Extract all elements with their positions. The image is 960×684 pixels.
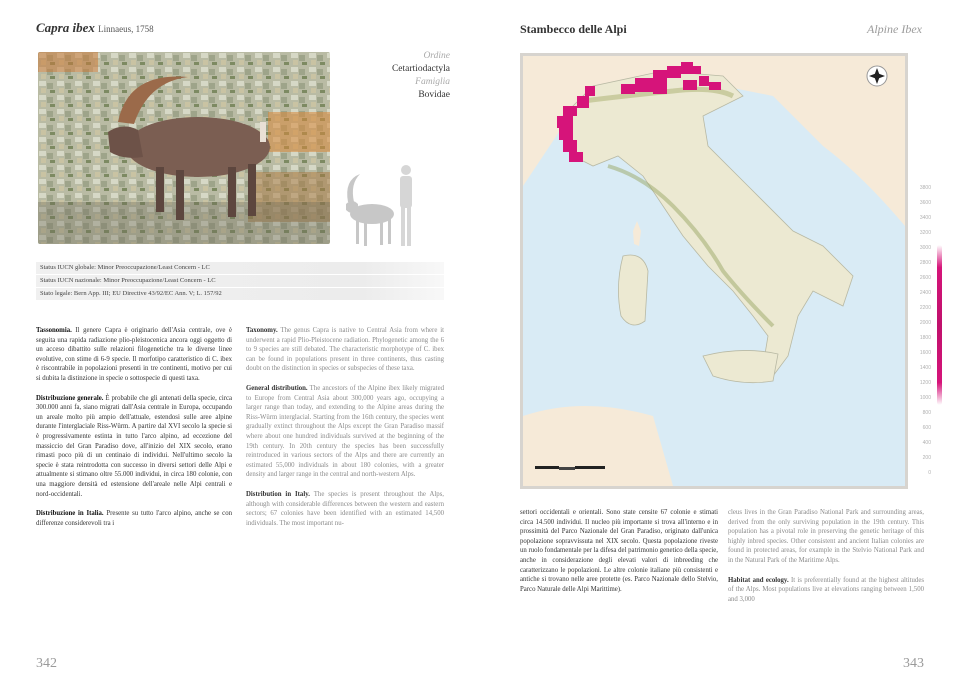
english-text-column-right	[728, 508, 924, 648]
taxonomy-order-value: Cetartiodactyla	[391, 64, 450, 74]
heading-italy-it: Distribuzione in Italia.	[36, 510, 104, 518]
paragraph-habitat-en	[728, 576, 924, 605]
status-iucn-national: Status IUCN nazionale: Minor Preoccupazione/Least Concern - LC	[36, 275, 444, 287]
legend-label: 3000	[919, 245, 931, 251]
legend-label: 3400	[919, 215, 931, 221]
species-title	[36, 20, 154, 36]
heading-distribution-en: General distribution.	[246, 384, 308, 392]
paragraph-italy-en	[246, 490, 444, 528]
legend-label: 3800	[919, 185, 931, 191]
paragraph-italy-cont-en	[728, 508, 924, 566]
legend-label: 2800	[919, 260, 931, 266]
heading-distribution-it: Distribuzione generale.	[36, 394, 104, 402]
heading-italy-en: Distribution in Italy.	[246, 490, 310, 498]
legend-label: 1200	[919, 380, 931, 386]
legend-label: 600	[922, 425, 931, 431]
taxonomy-block	[392, 50, 450, 102]
legend-label: 0	[928, 470, 931, 476]
paragraph-taxonomy-en	[246, 326, 444, 374]
legend-label: 800	[922, 410, 931, 416]
italian-text-column	[36, 326, 232, 648]
map-subtitle: Alpine Ibex	[867, 22, 922, 36]
legend-label: 2600	[919, 275, 931, 281]
page-number-left: 342	[36, 656, 57, 671]
text-italy-it: Presente su tutto l'arco alpino, anche se con differenze considerevoli tra i	[36, 510, 232, 527]
legend-label: 2400	[919, 290, 931, 296]
heading-taxonomy-en: Taxonomy.	[246, 327, 278, 334]
english-text-column	[246, 326, 444, 648]
map-title: Stambecco delle Alpi	[520, 22, 627, 36]
text-taxonomy-en: The genus Capra is native to Central Asia from where it underwent a rapid Plio-Pleistocene radiation. Phylogenetic among the 6 to 9 species are still debated. The characteristic morphotype of C. ibex can be found in populations present in three continents, thus casting doubt on the distinction in species or subspecies of these taxa.	[246, 327, 444, 373]
taxonomy-family-label: Famiglia	[415, 77, 450, 87]
legend-label: 1000	[919, 395, 931, 401]
legend-label: 1800	[919, 335, 931, 341]
species-author: Linnaeus, 1758	[98, 24, 154, 34]
legend-label: 1400	[919, 365, 931, 371]
paragraph-taxonomy-it	[36, 326, 232, 384]
legend-label: 2200	[919, 305, 931, 311]
text-distribution-it: È probabile che gli antenati della specie, circa 300.000 anni fa, siano migrati dall'Asia centrale in Europa, occupando un areale molto più ampio dell'attuale, estendosi sulle aree alpine durante l'interglaciale Riss-Würm. A partire dal XVI secolo la specie si è progressivamente estinta in tutto l'arco alpino, ad eccezione del massiccio del Gran Paradiso dove, all'inizio del XIX secolo, erano rimasti poco più di un centinaio di individui. Nell'ultimo secolo la specie è stata reintrodotta con successo in diversi settori delle Alpi e attualmente si stimano oltre 55.000 individui, in circa 180 colonie, con una maggiore densità ed estensione dell'areale nelle Alpi centrali e nord-occidentali.	[36, 394, 232, 498]
legend-range-bar	[937, 245, 942, 405]
taxonomy-family-value: Bovidae	[418, 90, 450, 100]
right-page	[480, 0, 960, 684]
species-scientific-name: Capra ibex	[36, 20, 95, 35]
elevation-legend	[905, 185, 945, 485]
distribution-map	[520, 53, 908, 489]
legend-label: 1600	[919, 350, 931, 356]
legend-label: 3600	[919, 200, 931, 206]
paragraph-italy-cont-it	[520, 508, 718, 594]
paragraph-distribution-it	[36, 394, 232, 500]
status-legal: Stato legale: Bern App. III; EU Directive 43/92/EC Ann. V; L. 157/92	[36, 288, 444, 300]
ibex-photo	[38, 52, 330, 244]
italian-text-column-right	[520, 508, 718, 648]
text-taxonomy-it: Il genere Capra è originario dell'Asia centrale, ove è seguita una rapida radiazione plio-pleistocenica ancora oggi oggetto di un acceso dibattito sulle relazioni filogenetiche tra le diverse linee evolutive, con stime di 6-9 specie. Il morfotipo caratteristico di C. ibex è riscontrabile in popolazioni presenti in tre continenti, motivo per cui si dubita la distinzione in specie o sottospecie di questi taxa.	[36, 327, 232, 382]
heading-taxonomy-it: Tassonomia.	[36, 327, 72, 334]
paragraph-italy-it	[36, 509, 232, 528]
heading-habitat-en: Habitat and ecology.	[728, 576, 789, 584]
text-italy-en: The species is present throughout the Alps, although with considerable differences between the western and eastern sectors; 67 colonies have been identified with an estimated 14,500 individuals. The most important nu-	[246, 490, 444, 527]
text-italy-cont-it: settori occidentali e orientali. Sono state censite 67 colonie e stimati circa 14.500 individui. Il nucleo più importante si trova all'interno e in prossimità del Parco Nazionale del Gran Paradiso, originato dall'unica popolazione sopravvissuta nel XIX secolo. Questa popolazione riveste un ruolo fondamentale per la difesa del patrimonio genetico della specie, anche in considerazione degli elevati valori di inbreeding che caratterizzano le popolazioni. Le altre colonie italiane più consistenti e antiche si trovano nelle aree protette (es. Parco Nazionale dello Stelvio, Parco Naturale delle Alpi Marittime).	[520, 509, 718, 593]
legend-label: 3200	[919, 230, 931, 236]
legend-label: 400	[922, 440, 931, 446]
legend-label: 2000	[919, 320, 931, 326]
text-habitat-en: It is preferentially found at the highest altitudes of the Alps. Most populations live at elevations ranging between 1,500 and 3,000	[728, 576, 924, 603]
text-italy-cont-en: cleus lives in the Gran Paradiso National Park and surrounding areas, derived from the only surviving population in the 19th century. This population has a pivotal role in preserving the genetic heritage of this highly inbred species. Other consistent and ancient Italian colonies are found in protected areas, for example in the Stelvio National Park and in the Natural Park of the Maritime Alps.	[728, 509, 924, 564]
conservation-status-table	[36, 262, 444, 301]
size-comparison-silhouette-icon	[338, 162, 418, 248]
paragraph-distribution-en	[246, 384, 444, 480]
taxonomy-order-label: Ordine	[423, 51, 450, 61]
legend-label: 200	[922, 455, 931, 461]
page-number-right: 343	[903, 656, 924, 671]
status-iucn-global: Status IUCN globale: Minor Preoccupazione/Least Concern - LC	[36, 262, 444, 274]
text-distribution-en: The ancestors of the Alpine ibex likely migrated to Europe from Central Asia about 300,000 years ago, occupying a larger range than today, and extending to the Alpine areas during the Riss-Würm interglacial. Starting from the 16th century, the species went gradually extinct throughout the Alps except the Gran Paradiso massif where about one hundred individuals survived at the beginning of the 19th century. In 20th century the species has been successfully reintroduced in various sectors of the Alps and there are currently an estimated 55,000 individuals in about 180 colonies, with a greater density and larger range in the central and north-western Alps.	[246, 384, 444, 479]
